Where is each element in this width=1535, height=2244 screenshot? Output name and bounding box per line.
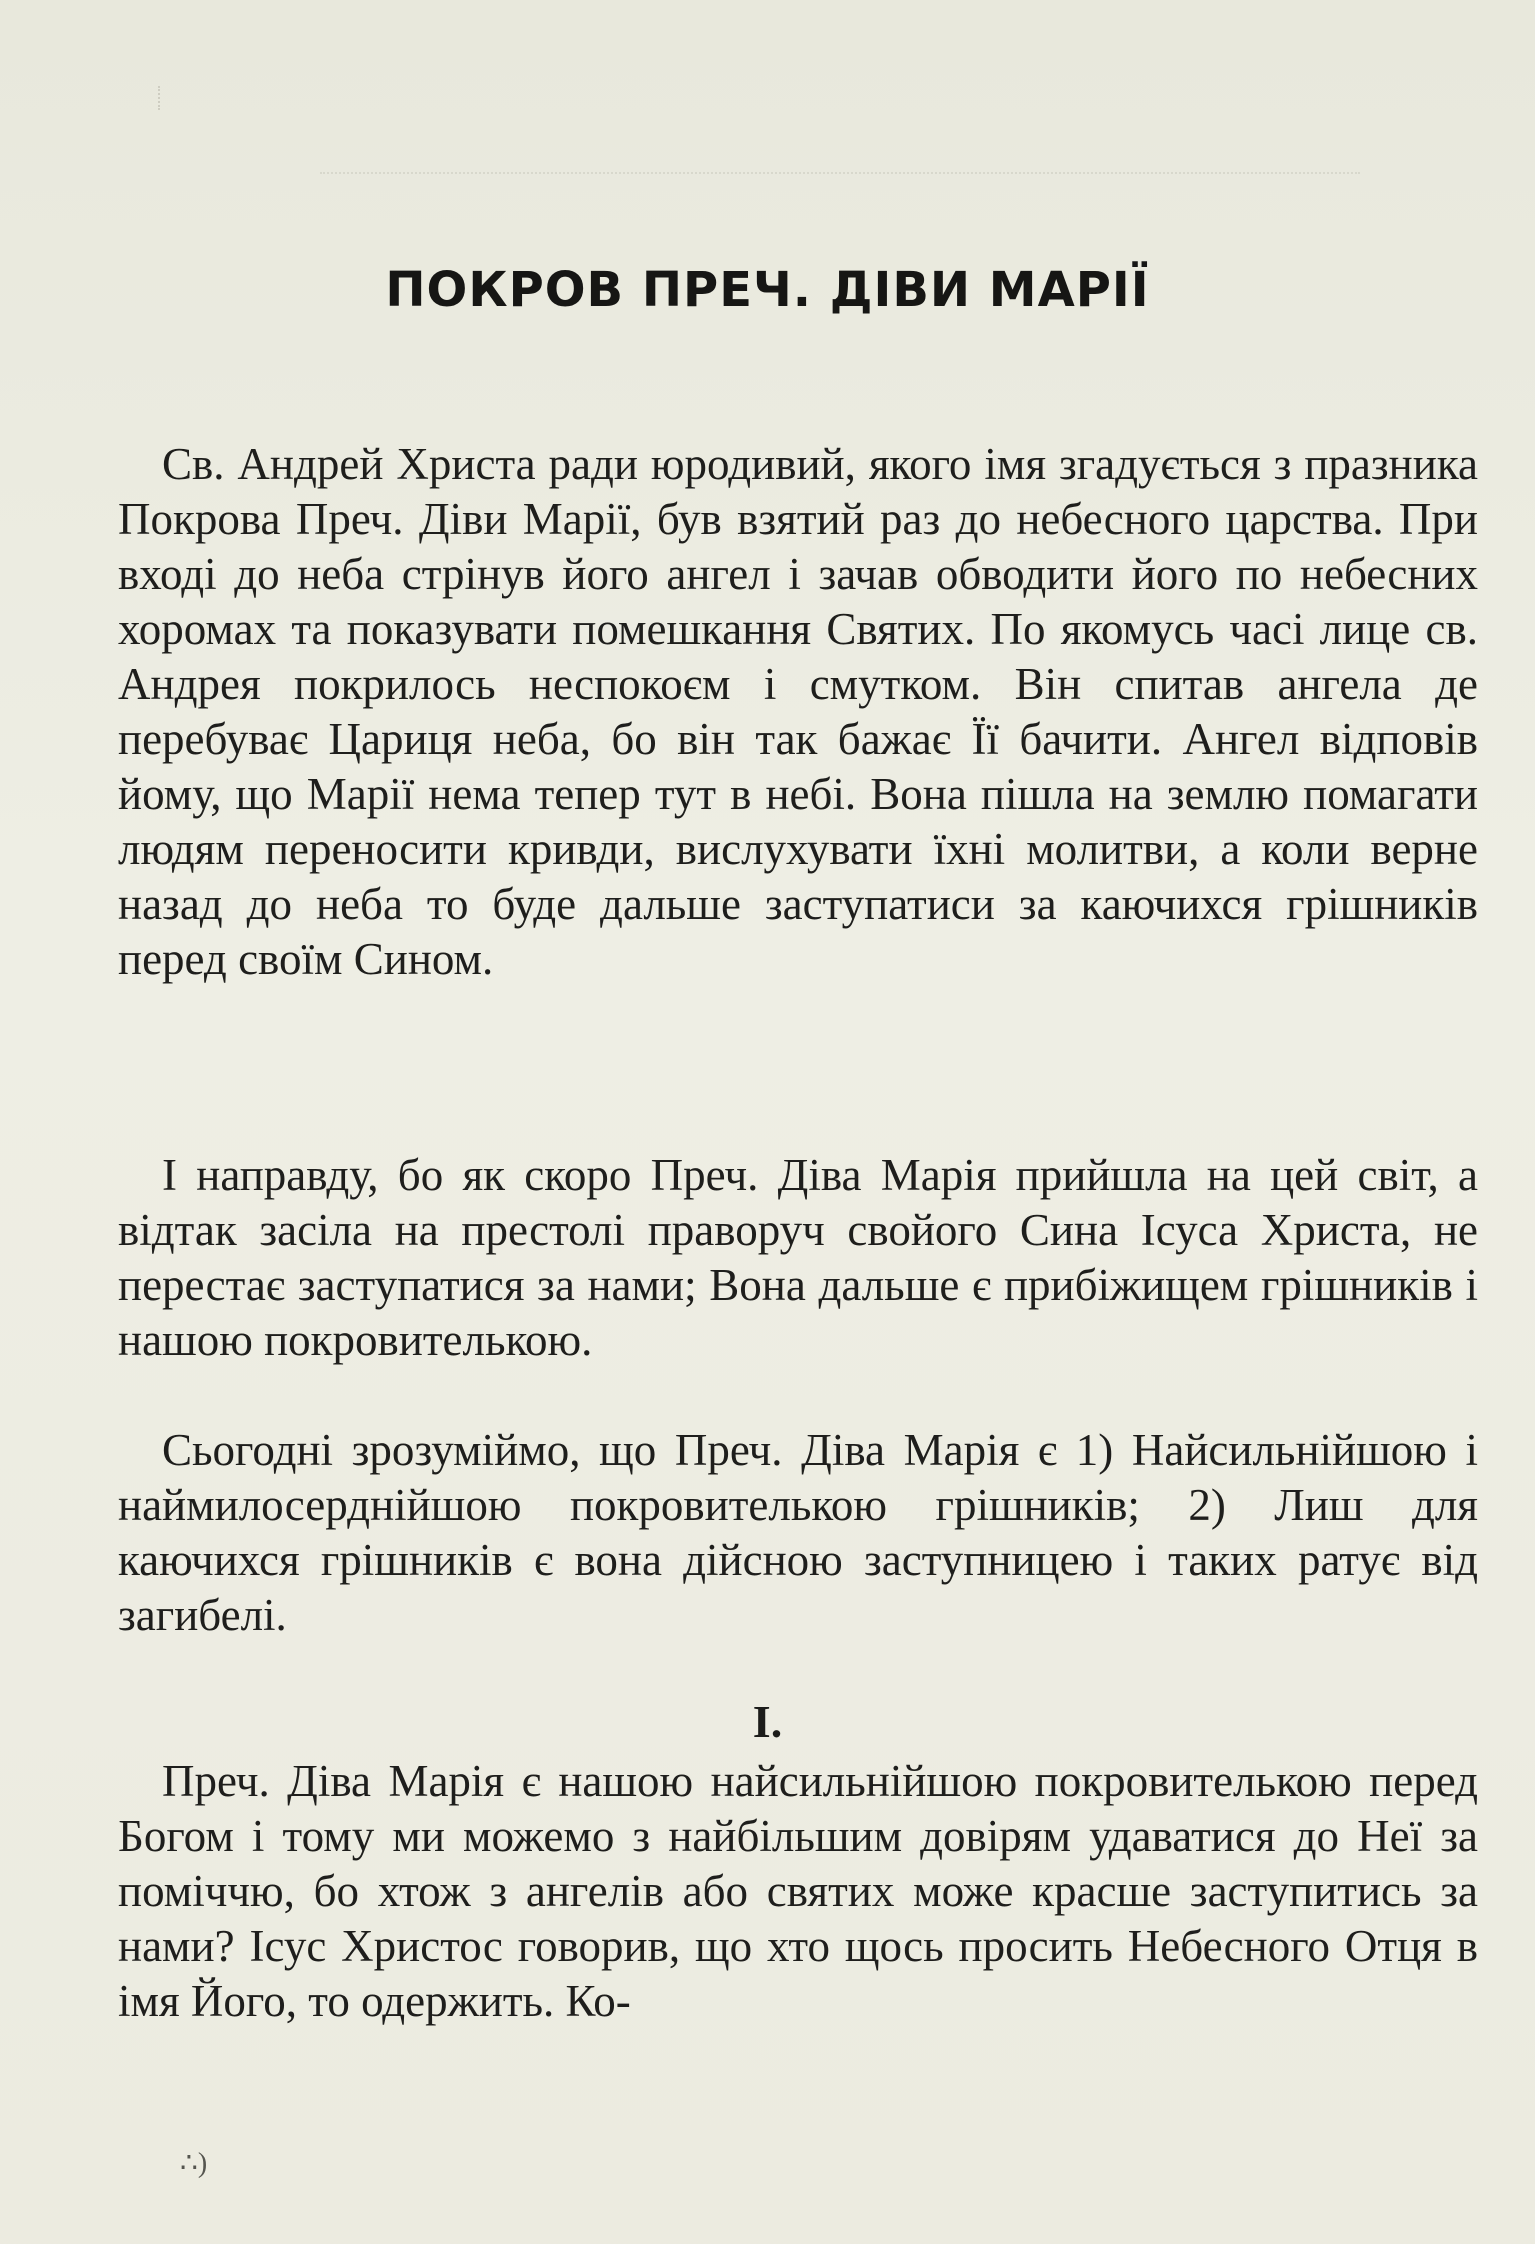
paragraph-3	[118, 1423, 1478, 1643]
paragraph-text: Преч. Діва Марія є нашою найсильнійшою покровителькою перед Богом і тому ми можемо з найбільшим довірям удаватися до Неї за поміччю, бо хтож з ангелів або святих може красше заступитись за нами? Ісус Христос говорив, що хто щось просить Небесного Отця в імя Його, то одержить. Ко-	[118, 1756, 1478, 2026]
paragraph-2	[118, 1148, 1478, 1368]
page-title: ПОКРОВ ПРЕЧ. ДІВИ МАРІЇ	[385, 262, 1150, 318]
paragraph-text: Сьогодні зрозуміймо, що Преч. Діва Марія є 1) Найсильнійшою і наймилосерднійшою покровителькою грішників; 2) Лиш для каючихся грішників є вона дійсною заступницею і таких ратує від загибелі.	[118, 1425, 1478, 1640]
section-paragraph-1	[118, 1754, 1478, 2029]
paragraph-text: І направду, бо як скоро Преч. Діва Марія прийшла на цей світ, а відтак засіла на престолі праворуч свойого Сина Ісуса Христа, не перестає заступатися за нами; Вона дальше є прибіжищем грішників і нашою покровителькою.	[118, 1150, 1478, 1365]
section-number: I.	[752, 1696, 783, 1747]
corner-smudge	[158, 86, 166, 110]
faded-header-line	[320, 172, 1360, 188]
paragraph-1	[118, 437, 1478, 987]
footer-mark: ∴)	[180, 2148, 208, 2179]
paragraph-text: Св. Андрей Христа ради юродивий, якого імя згадується з празника Покрова Преч. Діви Марії, був взятий раз до небесного царства. При вході до неба стрінув його ангел і зачав обводити його по небесних хоромах та показувати помешкання Святих. По якомусь часі лице св. Андрея покрилось неспокоєм і смутком. Він спитав ангела де перебуває Цариця неба, бо він так бажає Її бачити. Ангел відповів йому, що Марії нема тепер тут в небі. Вона пішла на землю помагати людям переносити кривди, вислухувати їхні молитви, а коли верне назад до неба то буде дальше заступатиси за каючихся грішників перед своїм Сином.	[118, 439, 1478, 984]
